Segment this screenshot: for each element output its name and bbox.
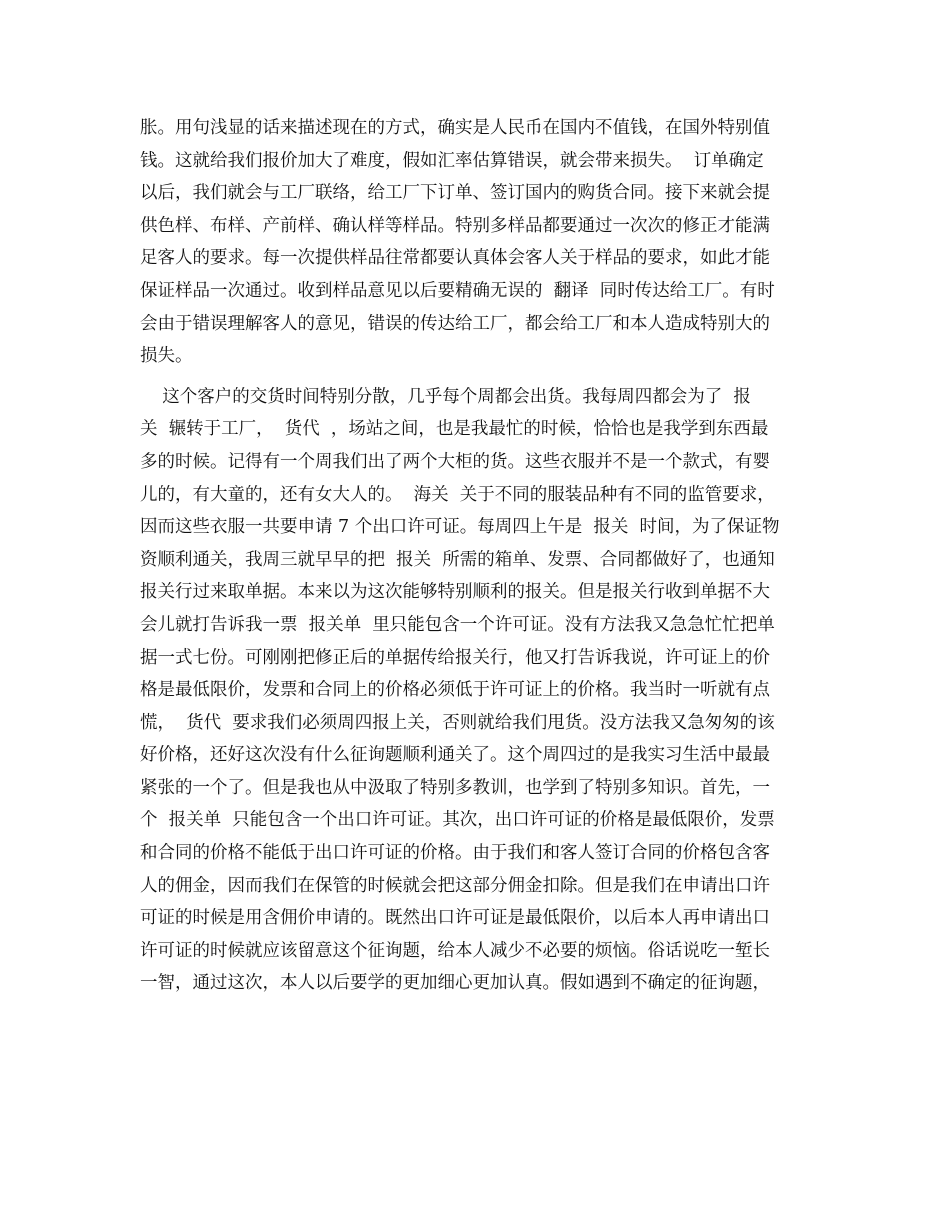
- text-line: 一智，通过这次，本人以后要学的更加细心更加认真。假如遇到不确定的征询题，: [140, 973, 770, 994]
- text-line: 人的佣金，因而我们在保管的时候就会把这部分佣金扣除。但是我们在申请出口许: [140, 875, 770, 896]
- text-line: 据一式七份。可刚刚把修正后的单据传给报关行，他又打告诉我说，许可证上的价: [140, 647, 770, 668]
- text-line: 会儿就打告诉我一票 报关单 里只能包含一个许可证。没有方法我又急急忙忙把单: [140, 614, 775, 635]
- paragraph-1: [140, 112, 812, 373]
- text-line: 保证样品一次通过。收到样品意见以后要精确无误的 翻译 同时传达给工厂。有时: [140, 280, 775, 301]
- text-line: 可证的时候是用含佣价申请的。既然出口许可证是最低限价，以后本人再申请出口: [140, 908, 770, 929]
- text-line: 钱。这就给我们报价加大了难度，假如汇率估算错误，就会带来损失。 订单确定: [140, 150, 764, 171]
- paragraph-gap: [140, 373, 812, 381]
- text-line: 格是最低限价，发票和合同上的价格必须低于许可证上的价格。我当时一听就有点: [140, 680, 770, 701]
- text-line: 个 报关单 只能包含一个出口许可证。其次，出口许可证的价格是最低限价，发票: [140, 810, 775, 831]
- text-line: 供色样、布样、产前样、确认样等样品。特别多样品都要通过一次次的修正才能满: [140, 215, 770, 236]
- document-body: [140, 112, 812, 1000]
- text-line: 因而这些衣服一共要申请 7 个出口许可证。每周四上午是 报关 时间，为了保证物: [140, 517, 780, 538]
- text-line: 许可证的时候就应该留意这个征询题，给本人减少不必要的烦恼。俗话说吃一堑长: [140, 940, 770, 961]
- text-line: 关 辗转于工厂， 货代 ，场站之间，也是我最忙的时候，恰恰也是我学到东西最: [140, 419, 769, 440]
- paragraph-2: [140, 381, 812, 1000]
- text-line: 多的时候。记得有一个周我们出了两个大柜的货。这些衣服并不是一个款式，有婴: [140, 451, 770, 472]
- text-line: 和合同的价格不能低于出口许可证的价格。由于我们和客人签订合同的价格包含客: [140, 843, 770, 864]
- text-line: 这个客户的交货时间特别分散，几乎每个周都会出货。我每周四都会为了 报: [140, 386, 751, 407]
- text-line: 资顺利通关，我周三就早早的把 报关 所需的箱单、发票、合同都做好了，也通知: [140, 549, 775, 570]
- text-line: 足客人的要求。每一次提供样品往常都要认真体会客人关于样品的要求，如此才能: [140, 248, 770, 269]
- text-line: 紧张的一个了。但是我也从中汲取了特别多教训，也学到了特别多知识。首先，一: [140, 777, 770, 798]
- text-line: 报关行过来取单据。本来以为这次能够特别顺利的报关。但是报关行收到单据不大: [140, 582, 770, 603]
- text-line: 胀。用句浅显的话来描述现在的方式，确实是人民币在国内不值钱，在国外特别值: [140, 118, 770, 138]
- text-line: 损失。: [140, 346, 193, 367]
- text-line: 儿的，有大童的，还有女大人的。 海关 关于不同的服装品种有不同的监管要求，: [140, 484, 775, 505]
- text-line: 慌， 货代 要求我们必须周四报上关，否则就给我们甩货。没方法我又急匆匆的该: [140, 712, 775, 733]
- text-line: 会由于错误理解客人的意见，错误的传达给工厂，都会给工厂和本人造成特别大的: [140, 313, 770, 334]
- text-line: 好价格，还好这次没有什么征询题顺利通关了。这个周四过的是我实习生活中最最: [140, 745, 770, 766]
- text-line: 以后，我们就会与工厂联络，给工厂下订单、签订国内的购货合同。接下来就会提: [140, 183, 770, 204]
